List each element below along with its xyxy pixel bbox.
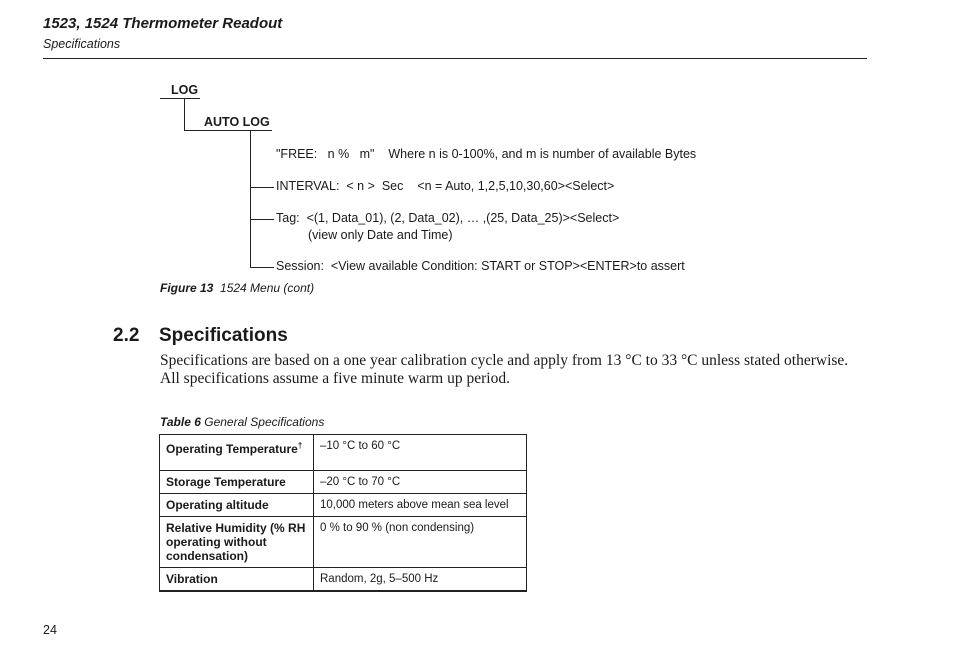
spec-value: –20 °C to 70 °C	[314, 471, 527, 494]
menu-item-tag-note: (view only Date and Time)	[308, 228, 453, 242]
menu-item-tag: Tag: <(1, Data_01), (2, Data_02), … ,(25, Data_25)><Select>	[276, 211, 620, 225]
running-header-subtitle: Specifications	[43, 37, 121, 51]
menu-branch-vertical	[184, 98, 185, 131]
spec-param: Vibration	[160, 568, 314, 592]
table-row	[160, 494, 527, 517]
menu-connector-session	[250, 267, 274, 268]
figure-label: Figure 13	[160, 281, 214, 295]
spec-value: 10,000 meters above mean sea level	[314, 494, 527, 517]
spec-param: Storage Temperature	[160, 471, 314, 494]
table-row	[160, 568, 527, 592]
menu-items-vertical	[250, 130, 251, 268]
spec-value: 0 % to 90 % (non condensing)	[314, 517, 527, 568]
section-number: 2.2	[113, 325, 140, 346]
menu-item-interval: INTERVAL: < n > Sec <n = Auto, 1,2,5,10,30,60><Select>	[276, 179, 615, 193]
figure-caption	[160, 281, 314, 295]
menu-root-underline	[160, 98, 200, 99]
header-rule	[43, 58, 867, 59]
spec-value: Random, 2g, 5–500 Hz	[314, 568, 527, 592]
menu-child-auto-log: AUTO LOG	[204, 115, 270, 129]
table-caption	[160, 415, 324, 429]
spec-value: –10 °C to 60 °C	[314, 435, 527, 471]
menu-item-session: Session: <View available Condition: START or STOP><ENTER>to assert	[276, 259, 685, 273]
table-row	[160, 517, 527, 568]
footnote-mark: †	[297, 441, 303, 450]
spec-param-text: Operating Temperature	[166, 442, 298, 456]
section-body: Specifications are based on a one year calibration cycle and apply from 13 °C to 33 °C unless stated otherwise. All specifications assume a five minute warm up period.	[160, 352, 849, 387]
menu-root-log: LOG	[171, 83, 199, 97]
table-caption-text: General Specifications	[204, 415, 325, 429]
table-row	[160, 471, 527, 494]
running-header-title: 1523, 1524 Thermometer Readout	[43, 15, 283, 32]
spec-param: Operating altitude	[160, 494, 314, 517]
table-label: Table 6	[160, 415, 201, 429]
menu-connector-interval	[250, 187, 274, 188]
menu-child-underline	[184, 130, 272, 131]
general-specifications-table	[159, 434, 527, 592]
spec-param	[160, 435, 314, 471]
table-row	[160, 435, 527, 471]
menu-connector-tag	[250, 219, 274, 220]
menu-item-free: "FREE: n % m" Where n is 0-100%, and m is number of available Bytes	[276, 147, 697, 161]
page-number: 24	[43, 623, 57, 637]
figure-text: 1524 Menu (cont)	[220, 281, 315, 295]
spec-param: Relative Humidity (% RH operating without condensation)	[160, 517, 314, 568]
section-title: Specifications	[159, 325, 288, 346]
